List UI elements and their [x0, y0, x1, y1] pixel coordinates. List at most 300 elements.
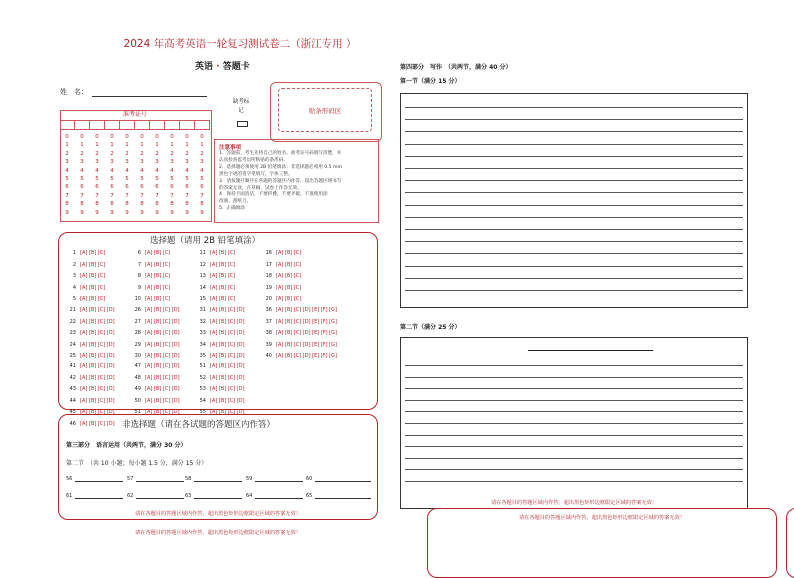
choice-question-row[interactable]: [262, 250, 301, 256]
blank-answer-line[interactable]: [315, 481, 371, 482]
answer-options[interactable]: [A] [B] [C]: [210, 284, 236, 291]
ticket-digit-option[interactable]: 0: [185, 134, 189, 140]
ticket-digit-option[interactable]: 4: [200, 167, 204, 174]
answer-options[interactable]: [A] [B] [C] [D]: [80, 397, 115, 404]
ticket-digit-option[interactable]: 3: [95, 159, 99, 166]
ticket-digit-column[interactable]: [122, 133, 132, 217]
ticket-digit-option[interactable]: 6: [140, 184, 144, 191]
ticket-digit-column[interactable]: [137, 133, 147, 217]
writing-line[interactable]: [405, 278, 743, 279]
ticket-digit-option[interactable]: 7: [110, 192, 114, 199]
answer-options[interactable]: [A] [B] [C] [D]: [80, 421, 115, 427]
answer-options[interactable]: [A] [B] [C] [D]: [210, 374, 245, 381]
answer-options[interactable]: [A] [B] [C]: [80, 261, 106, 268]
answer-options[interactable]: [A] [B] [C]: [145, 284, 171, 291]
answer-options[interactable]: [A] [B] [C] [D] [E] [F] [G]: [276, 341, 337, 348]
question-number: 4: [72, 284, 76, 291]
choice-question-row[interactable]: [131, 250, 170, 256]
ticket-digit-option[interactable]: 2: [80, 150, 84, 157]
choice-question-row[interactable]: [262, 285, 301, 291]
ticket-digit-option[interactable]: 8: [170, 201, 174, 208]
writing-line[interactable]: [405, 266, 743, 267]
answer-options[interactable]: [A] [B] [C] [D]: [210, 318, 245, 325]
ticket-digit-option[interactable]: 2: [200, 150, 204, 157]
choice-question-row[interactable]: [66, 353, 115, 359]
answer-options[interactable]: [A] [B] [C] [D] [E] [F] [G]: [276, 353, 337, 360]
choice-question-row[interactable]: [196, 363, 245, 369]
choice-question-row[interactable]: [196, 285, 235, 291]
writing-line[interactable]: [405, 144, 743, 145]
answer-options[interactable]: [A] [B] [C]: [145, 296, 171, 303]
ticket-digit-option[interactable]: 0: [170, 134, 174, 140]
ticket-digit-option[interactable]: 7: [65, 192, 69, 199]
choice-question-row[interactable]: [66, 296, 105, 302]
choice-question-row[interactable]: [66, 363, 115, 369]
answer-options[interactable]: [A] [B] [C] [D] [E] [F] [G]: [276, 307, 337, 313]
ticket-digit-option[interactable]: 2: [95, 150, 99, 157]
answer-options[interactable]: [A] [B] [C]: [210, 296, 236, 303]
ticket-digit-option[interactable]: 6: [155, 184, 159, 191]
ticket-number-label: 准考证号: [60, 110, 210, 121]
ticket-digit-option[interactable]: 3: [200, 159, 204, 166]
ticket-digit-option[interactable]: 5: [170, 176, 174, 183]
blank-answer-line[interactable]: [75, 481, 123, 482]
answer-options[interactable]: [A] [B] [C] [D]: [145, 363, 180, 369]
ticket-digit-option[interactable]: 6: [80, 184, 84, 191]
answer-options[interactable]: [A] [B] [C] [D]: [145, 341, 180, 348]
choice-question-row[interactable]: [196, 296, 235, 302]
ticket-digit-option[interactable]: 6: [125, 184, 129, 191]
ticket-digit-option[interactable]: 2: [140, 150, 144, 157]
question-number: 38: [265, 330, 272, 337]
choice-question-row[interactable]: [196, 330, 245, 336]
answer-options[interactable]: [A] [B] [C]: [276, 273, 302, 280]
choice-question-row[interactable]: [66, 398, 115, 404]
answer-options[interactable]: [A] [B] [C]: [210, 273, 236, 280]
blank-answer-line[interactable]: [255, 498, 303, 499]
ticket-digit-option[interactable]: 7: [185, 192, 189, 199]
blank-number: 65: [306, 493, 313, 499]
answer-options[interactable]: [A] [B] [C]: [276, 250, 302, 256]
blank-answer-line[interactable]: [255, 481, 303, 482]
answer-options[interactable]: [A] [B] [C] [D]: [80, 409, 115, 416]
ticket-digit-column[interactable]: [197, 133, 207, 217]
answer-options[interactable]: [A] [B] [C]: [276, 296, 302, 303]
answer-options[interactable]: [A] [B] [C] [D]: [145, 397, 180, 404]
question-number: 54: [199, 397, 206, 404]
ticket-digit-option[interactable]: 1: [200, 142, 204, 149]
ticket-digit-option[interactable]: 2: [170, 150, 174, 157]
writing-line[interactable]: [405, 168, 743, 169]
ticket-digit-option[interactable]: 1: [65, 142, 69, 149]
answer-options[interactable]: [A] [B] [C] [D]: [80, 353, 115, 360]
answer-options[interactable]: [A] [B] [C]: [145, 250, 171, 256]
ticket-digit-option[interactable]: 9: [125, 209, 129, 216]
answer-options[interactable]: [A] [B] [C] [D]: [145, 353, 180, 360]
blank-answer-line[interactable]: [136, 498, 184, 499]
answer-options[interactable]: [A] [B] [C] [D]: [210, 386, 245, 393]
writing-line[interactable]: [405, 241, 743, 242]
writing-line[interactable]: [405, 377, 743, 378]
answer-options[interactable]: [A] [B] [C] [D]: [145, 330, 180, 337]
ticket-digit-option[interactable]: 8: [95, 201, 99, 208]
writing-line[interactable]: [405, 423, 743, 424]
answer-options[interactable]: [A] [B] [C] [D]: [145, 386, 180, 393]
ticket-digit-option[interactable]: 1: [95, 142, 99, 149]
choice-question-row[interactable]: [131, 386, 180, 392]
ticket-digit-option[interactable]: 0: [200, 134, 204, 140]
ticket-digit-option[interactable]: 7: [170, 192, 174, 199]
ticket-digit-option[interactable]: 9: [155, 209, 159, 216]
ticket-digit-option[interactable]: 8: [80, 201, 84, 208]
choice-question-row[interactable]: [262, 307, 337, 313]
question-number: 1: [72, 250, 76, 256]
ticket-digit-column[interactable]: [152, 133, 162, 217]
answer-options[interactable]: [A] [B] [C] [D]: [145, 307, 180, 313]
choice-question-row[interactable]: [66, 330, 115, 336]
answer-options[interactable]: [A] [B] [C]: [210, 250, 236, 256]
notes-line: 认真检查监考员所粘贴的条形码。: [219, 157, 288, 163]
blank-number: 61: [66, 493, 73, 499]
choice-question-row[interactable]: [66, 273, 105, 279]
answer-options[interactable]: [A] [B] [C]: [80, 284, 106, 291]
ticket-digit-option[interactable]: 9: [65, 209, 69, 216]
choice-question-row[interactable]: [196, 250, 235, 256]
ticket-digit-column[interactable]: [182, 133, 192, 217]
choice-question-row[interactable]: [131, 330, 180, 336]
question-number: 22: [69, 318, 76, 325]
ticket-digit-option[interactable]: 5: [155, 176, 159, 183]
answer-options[interactable]: [A] [B] [C] [D]: [210, 353, 245, 360]
ticket-digit-option[interactable]: 7: [155, 192, 159, 199]
question-number: 46: [69, 421, 76, 427]
ticket-digit-option[interactable]: 4: [185, 167, 189, 174]
absent-mark-label: 缺考标记: [232, 99, 250, 114]
question-number: 18: [265, 273, 272, 280]
blank-number: 58: [185, 476, 192, 482]
ticket-digit-option[interactable]: 0: [125, 134, 129, 140]
choice-question-row[interactable]: [196, 398, 245, 404]
notes-line: 2．选择题必须使用 2B 铅笔填涂；非选择题必须用 0.5 mm: [219, 164, 342, 170]
answer-options[interactable]: [A] [B] [C] [D]: [80, 307, 115, 313]
answer-options[interactable]: [A] [B] [C] [D]: [210, 307, 245, 313]
blank-answer-line[interactable]: [136, 481, 184, 482]
ticket-digit-option[interactable]: 3: [80, 159, 84, 166]
blank-answer-line[interactable]: [194, 481, 242, 482]
nonchoice-warning: 请在各题目的答题区域内作答，超出黑色矩形边框限定区域的答案无效！: [134, 511, 301, 517]
ticket-digit-column[interactable]: [107, 133, 117, 217]
writing-line[interactable]: [405, 119, 743, 120]
ticket-digit-option[interactable]: 4: [95, 167, 99, 174]
choice-question-row[interactable]: [196, 375, 245, 381]
ticket-digit-option[interactable]: 1: [80, 142, 84, 149]
question-number: 17: [265, 261, 272, 268]
ticket-digit-option[interactable]: 3: [185, 159, 189, 166]
answer-options[interactable]: [A] [B] [C] [D]: [145, 409, 180, 416]
notes-line: 3．请按题号顺序在各题的答题区内作答，超出答题区域书写: [219, 178, 342, 184]
ticket-digit-option[interactable]: 8: [125, 201, 129, 208]
ticket-digit-option[interactable]: 8: [110, 201, 114, 208]
ticket-digit-option[interactable]: 1: [155, 142, 159, 149]
choice-question-row[interactable]: [131, 273, 170, 279]
answer-options[interactable]: [A] [B] [C]: [145, 273, 171, 280]
ticket-digit-option[interactable]: 8: [140, 201, 144, 208]
ticket-digit-option[interactable]: 5: [110, 176, 114, 183]
essay-title-line[interactable]: [528, 350, 653, 351]
ticket-digit-option[interactable]: 9: [110, 209, 114, 216]
choice-question-row[interactable]: [66, 319, 115, 325]
answer-options[interactable]: [A] [B] [C] [D]: [80, 386, 115, 393]
choice-question-row[interactable]: [66, 386, 115, 392]
question-number: 3: [72, 273, 76, 280]
question-number: 12: [199, 261, 206, 268]
answer-options[interactable]: [A] [B] [C]: [80, 250, 106, 256]
choice-question-row[interactable]: [131, 375, 180, 381]
choice-question-row[interactable]: [262, 353, 337, 359]
blank-answer-line[interactable]: [315, 498, 371, 499]
answer-options[interactable]: [A] [B] [C] [D]: [80, 330, 115, 337]
choice-question-row[interactable]: [196, 307, 245, 313]
ticket-digit-column[interactable]: [77, 133, 87, 217]
answer-options[interactable]: [A] [B] [C] [D]: [80, 374, 115, 381]
choice-question-row[interactable]: [196, 342, 245, 348]
writing-line[interactable]: [405, 365, 743, 366]
page-bottom-warning: 请在各题目的答题区域内作答，超出黑色矩形边框限定区域的答案无效！: [134, 530, 301, 536]
writing-line[interactable]: [405, 229, 743, 230]
answer-options[interactable]: [A] [B] [C] [D] [E] [F] [G]: [276, 318, 337, 325]
ticket-digit-option[interactable]: 5: [125, 176, 129, 183]
choice-question-row[interactable]: [262, 342, 337, 348]
question-number: 28: [134, 330, 141, 337]
choice-question-row[interactable]: [131, 307, 180, 313]
choice-question-row[interactable]: [196, 353, 245, 359]
ticket-digit-option[interactable]: 7: [140, 192, 144, 199]
answer-options[interactable]: [A] [B] [C] [D] [E] [F] [G]: [276, 330, 337, 337]
answer-options[interactable]: [A] [B] [C] [D]: [145, 318, 180, 325]
choice-question-row[interactable]: [262, 319, 337, 325]
ticket-digit-option[interactable]: 4: [125, 167, 129, 174]
choice-question-row[interactable]: [262, 262, 301, 268]
ticket-digit-option[interactable]: 0: [110, 134, 114, 140]
writing-line[interactable]: [405, 481, 743, 482]
question-number: 23: [69, 330, 76, 337]
blank-number: 63: [185, 493, 192, 499]
writing-line[interactable]: [405, 290, 743, 291]
answer-options[interactable]: [A] [B] [C]: [276, 261, 302, 268]
ticket-digit-option[interactable]: 4: [170, 167, 174, 174]
ticket-digit-option[interactable]: 0: [140, 134, 144, 140]
writing-line[interactable]: [405, 192, 743, 193]
choice-question-row[interactable]: [66, 342, 115, 348]
ticket-digit-option[interactable]: 2: [155, 150, 159, 157]
question-number: 19: [265, 284, 272, 291]
choice-question-row[interactable]: [131, 342, 180, 348]
answer-options[interactable]: [A] [B] [C]: [80, 296, 106, 303]
question-number: 9: [137, 284, 141, 291]
writing-line[interactable]: [405, 253, 743, 254]
ticket-digit-option[interactable]: 7: [200, 192, 204, 199]
ticket-digit-option[interactable]: 3: [110, 159, 114, 166]
ticket-digit-option[interactable]: 4: [110, 167, 114, 174]
next-region-warning: 请在各题目的答题区域内作答，超出黑色矩形边框限定区域的答案无效！: [518, 515, 685, 521]
absent-mark-box[interactable]: [237, 121, 248, 127]
writing-line[interactable]: [405, 131, 743, 132]
ticket-digit-option[interactable]: 1: [170, 142, 174, 149]
ticket-digit-option[interactable]: 7: [125, 192, 129, 199]
writing-line[interactable]: [405, 180, 743, 181]
ticket-digit-option[interactable]: 4: [140, 167, 144, 174]
question-number: 13: [199, 273, 206, 280]
ticket-digit-option[interactable]: 8: [155, 201, 159, 208]
question-number: 2: [72, 261, 76, 268]
writing-line[interactable]: [405, 217, 743, 218]
choice-question-row[interactable]: [131, 285, 170, 291]
answer-options[interactable]: [A] [B] [C]: [80, 273, 106, 280]
choice-question-row[interactable]: [196, 386, 245, 392]
ticket-digit-option[interactable]: 8: [200, 201, 204, 208]
ticket-digit-option[interactable]: 6: [170, 184, 174, 191]
ticket-digit-option[interactable]: 3: [155, 159, 159, 166]
question-number: 30: [134, 353, 141, 360]
question-number: 21: [69, 307, 76, 313]
notes-line: 4．保持卡面清洁，不要折叠，不要弄破，不准使用涂: [219, 192, 328, 198]
ticket-digit-option[interactable]: 4: [65, 167, 69, 174]
choice-question-row[interactable]: [131, 398, 180, 404]
ticket-digit-option[interactable]: 1: [140, 142, 144, 149]
writing-line[interactable]: [405, 107, 743, 108]
ticket-digit-option[interactable]: 2: [65, 150, 69, 157]
ticket-digit-option[interactable]: 7: [80, 192, 84, 199]
ticket-digit-option[interactable]: 6: [110, 184, 114, 191]
choice-question-row[interactable]: [131, 296, 170, 302]
ticket-digit-option[interactable]: 0: [95, 134, 99, 140]
writing-line[interactable]: [405, 469, 743, 470]
ticket-digit-option[interactable]: 7: [95, 192, 99, 199]
writing-section1-title: 第一节（满分 15 分）: [400, 78, 461, 85]
answer-options[interactable]: [A] [B] [C]: [276, 284, 302, 291]
ticket-digit-option[interactable]: 3: [140, 159, 144, 166]
writing-line[interactable]: [405, 205, 743, 206]
ticket-digit-option[interactable]: 0: [65, 134, 69, 140]
choice-question-row[interactable]: [196, 262, 235, 268]
ticket-digit-column[interactable]: [62, 133, 72, 217]
choice-question-row[interactable]: [131, 363, 180, 369]
answer-options[interactable]: [A] [B] [C] [D]: [210, 397, 245, 404]
notes-line: 黑色字迹的签字笔填写，字体工整。: [219, 171, 293, 177]
ticket-digit-option[interactable]: 8: [185, 201, 189, 208]
ticket-digit-option[interactable]: 2: [185, 150, 189, 157]
choice-question-row[interactable]: [66, 307, 115, 313]
choice-question-row[interactable]: [262, 296, 301, 302]
ticket-digit-option[interactable]: 1: [125, 142, 129, 149]
choice-question-row[interactable]: [66, 285, 105, 291]
answer-options[interactable]: [A] [B] [C]: [210, 261, 236, 268]
answer-options[interactable]: [A] [B] [C] [D]: [80, 318, 115, 325]
ticket-digit-option[interactable]: 9: [170, 209, 174, 216]
writing-section1-box[interactable]: [400, 93, 748, 308]
blank-answer-line[interactable]: [194, 498, 242, 499]
choice-question-row[interactable]: [66, 250, 105, 256]
choice-question-row[interactable]: [262, 330, 337, 336]
writing-line[interactable]: [405, 446, 743, 447]
ticket-number-cells[interactable]: [60, 120, 210, 130]
writing-line[interactable]: [405, 458, 743, 459]
writing-line[interactable]: [405, 388, 743, 389]
choice-question-row[interactable]: [66, 262, 105, 268]
answer-options[interactable]: [A] [B] [C] [D]: [80, 341, 115, 348]
ticket-digit-option[interactable]: 1: [110, 142, 114, 149]
answer-options[interactable]: [A] [B] [C] [D]: [145, 374, 180, 381]
choice-question-row[interactable]: [131, 262, 170, 268]
ticket-digit-option[interactable]: 0: [80, 134, 84, 140]
name-field[interactable]: [92, 96, 207, 97]
ticket-digit-option[interactable]: 5: [200, 176, 204, 183]
answer-options[interactable]: [A] [B] [C] [D]: [80, 363, 115, 369]
blank-answer-line[interactable]: [75, 498, 123, 499]
ticket-digit-option[interactable]: 5: [65, 176, 69, 183]
ticket-digit-option[interactable]: 5: [185, 176, 189, 183]
blank-number: 56: [66, 476, 73, 482]
ticket-digit-option[interactable]: 5: [80, 176, 84, 183]
question-number: 32: [199, 318, 206, 325]
answer-options[interactable]: [A] [B] [C] [D]: [210, 330, 245, 337]
ticket-digit-option[interactable]: 2: [125, 150, 129, 157]
question-number: 31: [199, 307, 206, 313]
ticket-digit-option[interactable]: 9: [95, 209, 99, 216]
ticket-digit-option[interactable]: 6: [200, 184, 204, 191]
ticket-digit-option[interactable]: 5: [140, 176, 144, 183]
choice-question-row[interactable]: [131, 319, 180, 325]
ticket-digit-option[interactable]: 2: [110, 150, 114, 157]
writing-line[interactable]: [405, 400, 743, 401]
ticket-digit-option[interactable]: 4: [155, 167, 159, 174]
ticket-digit-option[interactable]: 9: [185, 209, 189, 216]
ticket-digit-option[interactable]: 6: [95, 184, 99, 191]
choice-question-row[interactable]: [196, 273, 235, 279]
ticket-digit-option[interactable]: 9: [200, 209, 204, 216]
ticket-digit-option[interactable]: 9: [140, 209, 144, 216]
choice-question-row[interactable]: [66, 375, 115, 381]
ticket-digit-option[interactable]: 0: [155, 134, 159, 140]
answer-options[interactable]: [A] [B] [C] [D]: [210, 363, 245, 369]
writing-section2-title: 第二节（满分 25 分）: [400, 324, 461, 331]
ticket-digit-option[interactable]: 5: [95, 176, 99, 183]
ticket-digit-option[interactable]: 4: [80, 167, 84, 174]
ticket-digit-option[interactable]: 3: [65, 159, 69, 166]
question-number: 26: [134, 307, 141, 313]
ticket-digit-option[interactable]: 8: [65, 201, 69, 208]
ticket-digit-option[interactable]: 6: [65, 184, 69, 191]
ticket-digit-option[interactable]: 3: [125, 159, 129, 166]
ticket-digit-option[interactable]: 1: [185, 142, 189, 149]
answer-options[interactable]: [A] [B] [C]: [145, 261, 171, 268]
question-number: 27: [134, 318, 141, 325]
choice-question-row[interactable]: [262, 273, 301, 279]
answer-options[interactable]: [A] [B] [C] [D]: [210, 409, 245, 416]
ticket-digit-option[interactable]: 9: [80, 209, 84, 216]
ticket-digit-option[interactable]: 6: [185, 184, 189, 191]
ticket-digit-option[interactable]: 3: [170, 159, 174, 166]
ticket-digit-column[interactable]: [92, 133, 102, 217]
ticket-digit-column[interactable]: [167, 133, 177, 217]
writing-line[interactable]: [405, 411, 743, 412]
answer-options[interactable]: [A] [B] [C] [D]: [210, 341, 245, 348]
choice-question-row[interactable]: [131, 353, 180, 359]
writing-line[interactable]: [405, 156, 743, 157]
notes-title: 注意事项: [219, 145, 242, 151]
writing-line[interactable]: [405, 435, 743, 436]
choice-question-row[interactable]: [196, 319, 245, 325]
